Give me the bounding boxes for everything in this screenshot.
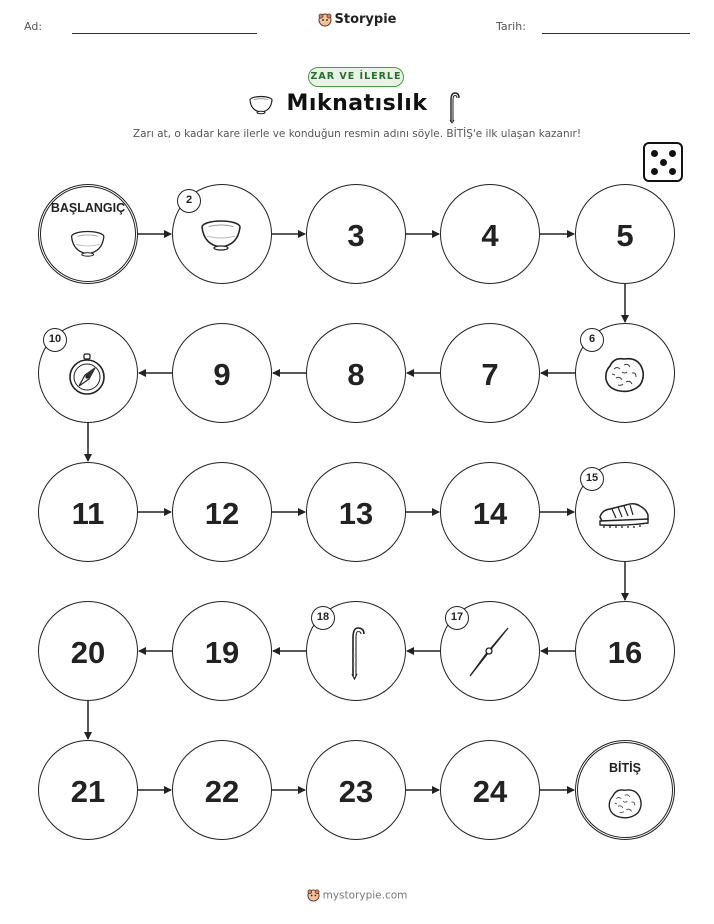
name-label: Ad: bbox=[24, 20, 43, 33]
space-number: 8 bbox=[347, 357, 365, 392]
space-number: 4 bbox=[481, 218, 499, 253]
board-space-24 bbox=[440, 740, 540, 840]
space-number: 16 bbox=[607, 635, 643, 670]
space-number: 22 bbox=[204, 774, 240, 809]
space-number: 12 bbox=[204, 496, 240, 531]
space-number-badge: 2 bbox=[177, 189, 201, 213]
start-space bbox=[38, 184, 138, 284]
space-number-badge: 18 bbox=[311, 606, 335, 630]
space-number-badge: 15 bbox=[580, 467, 604, 491]
compass-needle-icon bbox=[464, 624, 514, 684]
board-space-4 bbox=[440, 184, 540, 284]
finish-label: BİTİŞ bbox=[609, 761, 641, 775]
finish-space bbox=[575, 740, 675, 840]
board-space-14 bbox=[440, 462, 540, 562]
space-number: 21 bbox=[70, 774, 106, 809]
board-space-18 bbox=[306, 601, 406, 701]
space-number: 9 bbox=[213, 357, 231, 392]
bowl-icon bbox=[199, 218, 243, 256]
space-number-badge: 10 bbox=[43, 328, 67, 352]
board-space-3 bbox=[306, 184, 406, 284]
board-space-9 bbox=[172, 323, 272, 423]
space-number-badge: 17 bbox=[445, 606, 469, 630]
space-number: 5 bbox=[616, 218, 634, 253]
board-space-23 bbox=[306, 740, 406, 840]
space-number: 20 bbox=[70, 635, 106, 670]
date-label: Tarih: bbox=[496, 20, 526, 33]
compass-icon bbox=[65, 352, 109, 400]
rock-icon bbox=[602, 354, 646, 398]
shoe-icon bbox=[596, 497, 652, 533]
space-number: 11 bbox=[71, 496, 105, 531]
space-number: 7 bbox=[481, 357, 499, 392]
start-label: BAŞLANGIÇ bbox=[50, 201, 126, 215]
storypie-logo-icon bbox=[307, 889, 320, 902]
board-space-22 bbox=[172, 740, 272, 840]
rock-icon bbox=[606, 786, 643, 824]
space-number: 24 bbox=[472, 774, 508, 809]
space-number: 19 bbox=[204, 635, 240, 670]
footer bbox=[0, 889, 714, 902]
hook-icon bbox=[343, 624, 367, 684]
board-space-5 bbox=[575, 184, 675, 284]
board-space-20 bbox=[38, 601, 138, 701]
game-type-tag: ZAR VE İLERLE bbox=[308, 67, 404, 87]
board-space-19 bbox=[172, 601, 272, 701]
board-space-11 bbox=[38, 462, 138, 562]
space-number-badge: 6 bbox=[580, 328, 604, 352]
board-space-2 bbox=[172, 184, 272, 284]
space-number: 14 bbox=[472, 496, 508, 531]
space-number: 23 bbox=[338, 774, 374, 809]
board-space-7 bbox=[440, 323, 540, 423]
board-space-12 bbox=[172, 462, 272, 562]
brand-name: Storypie bbox=[334, 12, 397, 27]
space-number: 3 bbox=[347, 218, 365, 253]
board-space-8 bbox=[306, 323, 406, 423]
instructions: Zarı at, o kadar kare ilerle ve konduğun resmin adını söyle. BİTİŞ'e ilk ulaşan kazanır! bbox=[132, 128, 582, 140]
board-space-6 bbox=[575, 323, 675, 423]
board-space-17 bbox=[440, 601, 540, 701]
board-space-10 bbox=[38, 323, 138, 423]
board-space-21 bbox=[38, 740, 138, 840]
bowl-icon bbox=[69, 229, 106, 262]
footer-url[interactable]: mystorypie.com bbox=[322, 889, 408, 902]
page-title: Mıknatıslık bbox=[286, 91, 428, 116]
board-space-15 bbox=[575, 462, 675, 562]
space-number: 13 bbox=[338, 496, 374, 531]
board-space-13 bbox=[306, 462, 406, 562]
board-space-16 bbox=[575, 601, 675, 701]
